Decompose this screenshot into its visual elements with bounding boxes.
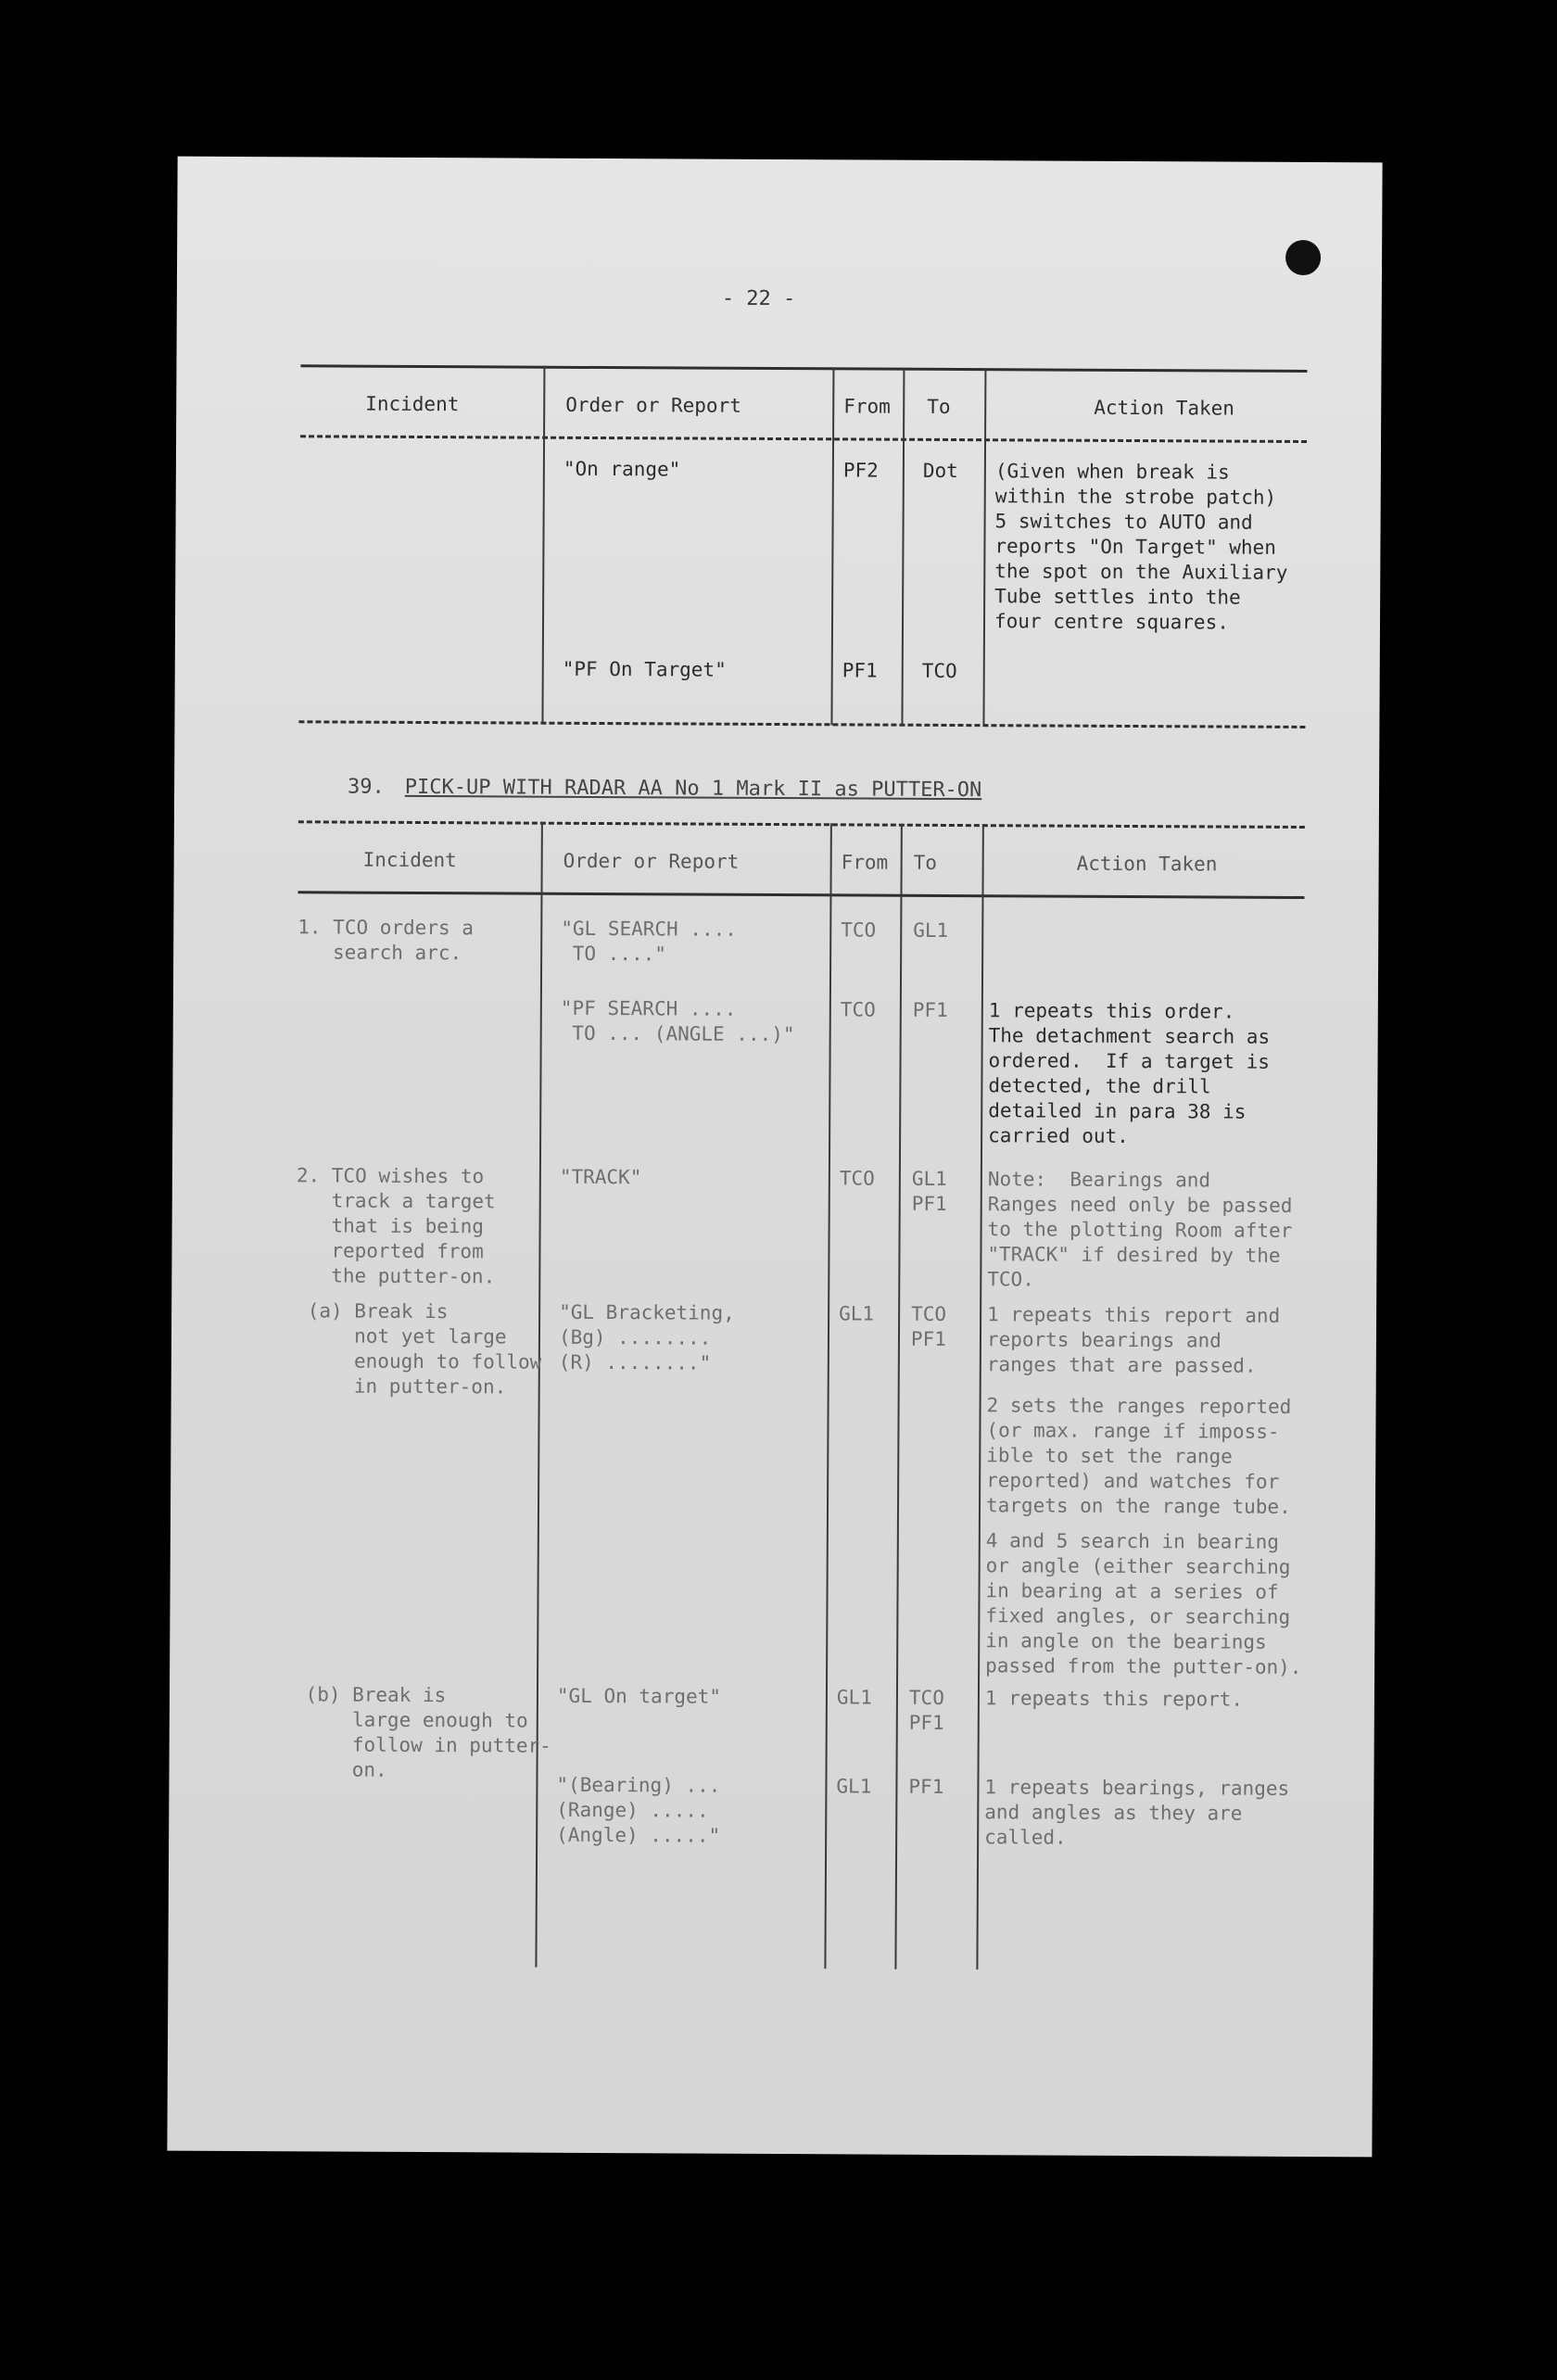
section-number: 39. bbox=[348, 775, 385, 799]
column-divider bbox=[824, 823, 831, 1969]
header-rule bbox=[297, 891, 1304, 899]
row2-to: PF1 bbox=[912, 998, 948, 1021]
header-to: To bbox=[927, 395, 951, 418]
header-order-or-report: Order or Report bbox=[563, 849, 740, 873]
row4-to: TCO PF1 bbox=[910, 1302, 947, 1350]
header-to: To bbox=[913, 851, 938, 874]
table-2 bbox=[292, 820, 1304, 1975]
section-title: PICK-UP WITH RADAR AA No 1 Mark II as PUTTER-ON bbox=[404, 775, 982, 803]
row3-incident: 2. TCO wishes to track a target that is being reported from the putter-on. bbox=[296, 1164, 496, 1288]
row4-action: 1 repeats this report and reports bearings and ranges that are passed. bbox=[986, 1303, 1281, 1377]
row1-incident: 1. TCO orders a search arc. bbox=[297, 916, 475, 965]
document-page bbox=[167, 157, 1382, 2158]
header-incident: Incident bbox=[362, 848, 457, 872]
column-divider bbox=[901, 368, 905, 726]
row5-action: 2 sets the ranges reported (or max. range if imposs- ible to set the range reported) and watches for targets on the range tube. bbox=[985, 1394, 1292, 1518]
row2-order: "PF On Target" bbox=[562, 657, 727, 681]
row4-order: "GL Bracketing, (Bg) ........ (R) ........" bbox=[558, 1300, 735, 1374]
row7-order: "GL On target" bbox=[556, 1684, 722, 1708]
row7-action: 1 repeats this report. bbox=[984, 1687, 1244, 1711]
table-top-rule bbox=[300, 364, 1307, 373]
row1-to: GL1 bbox=[913, 918, 949, 942]
section-heading bbox=[298, 752, 982, 825]
column-divider bbox=[894, 824, 902, 1969]
header-action-taken: Action Taken bbox=[1094, 396, 1235, 420]
row2-from: TCO bbox=[840, 998, 876, 1021]
row1-order: "GL SEARCH .... TO ...." bbox=[561, 917, 738, 966]
row7-incident: (b) Break is large enough to follow in putter- on. bbox=[293, 1683, 551, 1781]
row6-action: 4 and 5 search in bearing or angle (either searching in bearing at a series of fixed angles, or searching in angle on the bearings passed from the putter-on). bbox=[985, 1529, 1302, 1678]
row2-to: TCO bbox=[921, 659, 957, 683]
row1-action: (Given when break is within the strobe patch) 5 switches to AUTO and reports "On Target" when the spot on the Auxiliary Tube settles into the four centre squares. bbox=[994, 460, 1288, 634]
row2-action: 1 repeats this order. The detachment search as ordered. If a target is detected, the drill detailed in para 38 is carried out. bbox=[988, 999, 1271, 1147]
row4-incident: (a) Break is not yet large enough to follow in putter-on. bbox=[295, 1299, 542, 1399]
page-number: - 22 - bbox=[721, 286, 796, 311]
row3-from: TCO bbox=[839, 1167, 875, 1190]
row1-from: TCO bbox=[841, 918, 877, 942]
header-order-or-report: Order or Report bbox=[565, 393, 741, 417]
header-incident: Incident bbox=[365, 392, 460, 416]
table-bottom-rule bbox=[298, 720, 1305, 728]
row8-from: GL1 bbox=[836, 1775, 872, 1798]
row1-to: Dot bbox=[922, 459, 958, 483]
row3-order: "TRACK" bbox=[559, 1165, 642, 1189]
row7-to: TCO PF1 bbox=[908, 1686, 944, 1734]
row7-from: GL1 bbox=[836, 1686, 872, 1709]
table-1 bbox=[298, 364, 1307, 731]
row2-order: "PF SEARCH .... TO ... (ANGLE ...)" bbox=[560, 996, 795, 1046]
row1-order: "On range" bbox=[563, 457, 681, 481]
header-from: From bbox=[841, 851, 889, 874]
column-divider bbox=[982, 368, 986, 726]
column-divider bbox=[541, 366, 545, 724]
row3-action: Note: Bearings and Ranges need only be passed to the plotting Room after "TRACK" if desired by the TCO. bbox=[987, 1168, 1293, 1291]
row8-to: PF1 bbox=[908, 1775, 944, 1798]
header-action-taken: Action Taken bbox=[1076, 852, 1218, 876]
row3-to: GL1 PF1 bbox=[911, 1167, 947, 1215]
header-rule bbox=[300, 435, 1307, 443]
row1-from: PF2 bbox=[842, 459, 879, 482]
column-divider bbox=[976, 824, 983, 1969]
punch-hole bbox=[1285, 240, 1321, 275]
row4-from: GL1 bbox=[839, 1302, 875, 1325]
row2-from: PF1 bbox=[842, 659, 878, 682]
column-divider bbox=[830, 367, 834, 725]
row8-action: 1 repeats bearings, ranges and angles as they are called. bbox=[984, 1776, 1290, 1849]
header-from: From bbox=[843, 395, 891, 418]
row8-order: "(Bearing) ... (Range) ..... (Angle) ....." bbox=[556, 1773, 721, 1847]
